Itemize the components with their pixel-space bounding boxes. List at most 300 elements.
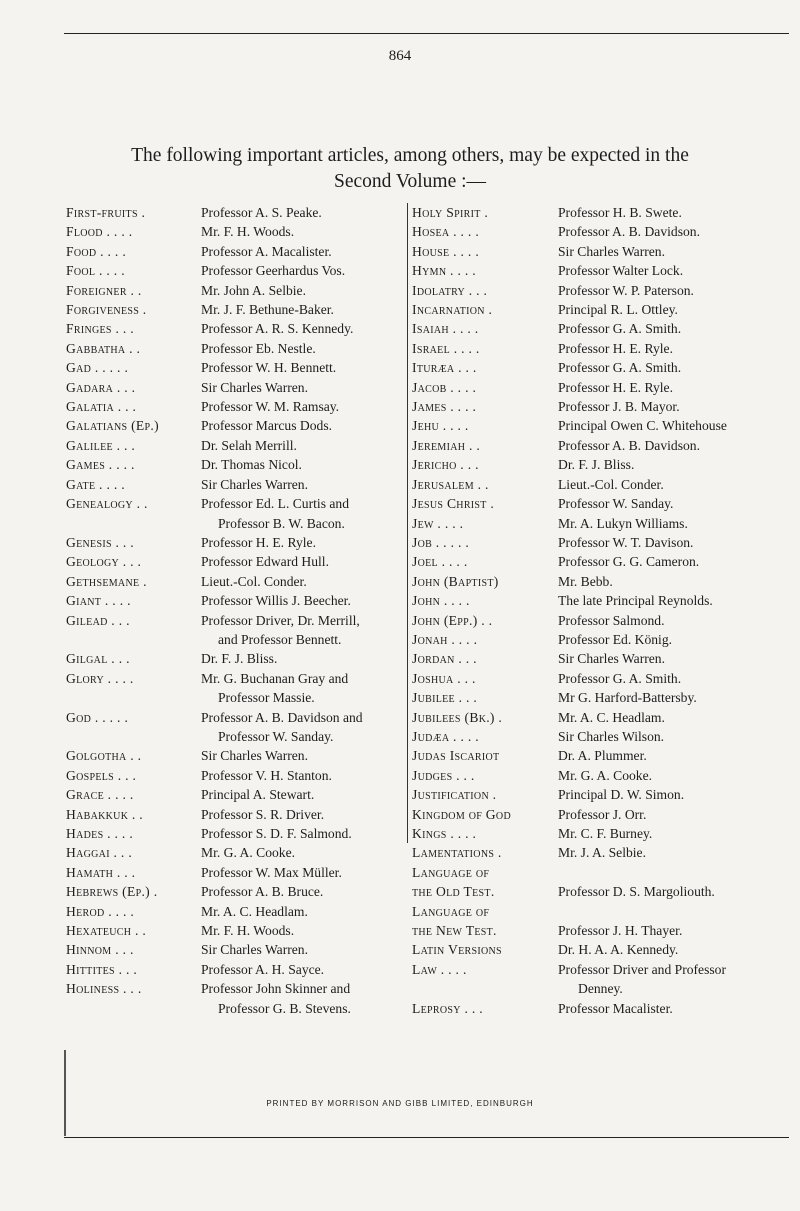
article-author	[201, 475, 406, 494]
article-entry	[66, 843, 406, 862]
author-line-1: Professor G. A. Smith.	[558, 670, 682, 686]
article-entry	[66, 222, 406, 241]
article-subject: Gospels . . .	[66, 767, 137, 783]
article-subject: Idolatry . . .	[412, 282, 488, 298]
article-subject: Flood . . . .	[66, 224, 133, 240]
author-line-1: Mr. A. C. Headlam.	[558, 709, 665, 725]
article-subject: Jeremiah . .	[412, 437, 481, 453]
article-author	[558, 494, 792, 513]
author-line-1: Sir Charles Wilson.	[558, 728, 665, 744]
article-author	[558, 649, 792, 668]
article-author	[558, 999, 792, 1018]
article-author	[558, 416, 792, 435]
author-line-1: Sir Charles Warren.	[558, 651, 665, 667]
article-entry	[412, 436, 792, 455]
article-author	[201, 533, 406, 552]
article-subject: Jubilees (Bk.) .	[412, 709, 503, 725]
article-subject: the Old Test.	[412, 884, 495, 900]
article-entry	[412, 669, 792, 688]
article-subject: Hebrews (Ep.) .	[66, 884, 158, 900]
article-entry	[66, 824, 406, 843]
author-line-1: Sir Charles Warren.	[201, 476, 308, 492]
article-author	[201, 824, 406, 843]
article-author	[201, 960, 406, 979]
printer-imprint: PRINTED BY MORRISON AND GIBB LIMITED, EDINBURGH	[266, 1099, 534, 1108]
article-entry	[412, 494, 792, 513]
author-line-1: Professor G. A. Smith.	[558, 360, 682, 376]
article-subject: Fool . . . .	[66, 263, 125, 279]
article-entry	[66, 319, 406, 338]
article-entry	[412, 785, 792, 804]
author-line-1: Professor Ed. L. Curtis and	[201, 496, 350, 512]
article-entry	[412, 358, 792, 377]
article-entry	[66, 475, 406, 494]
article-entry	[66, 358, 406, 377]
article-entry	[66, 882, 406, 901]
author-line-1: Principal Owen C. Whitehouse	[558, 418, 727, 434]
article-entry	[66, 242, 406, 261]
article-entry	[66, 960, 406, 979]
article-subject: Language of	[412, 864, 490, 880]
author-line-1: Professor S. D. F. Salmond.	[201, 826, 352, 841]
article-subject: Galatia . . .	[66, 399, 137, 415]
article-author	[558, 552, 792, 571]
article-subject: Gate . . . .	[66, 476, 125, 492]
article-entry	[66, 436, 406, 455]
author-line-1: Professor H. E. Ryle.	[558, 340, 673, 356]
article-entry	[412, 397, 792, 416]
article-subject: Gilead . . .	[66, 612, 130, 628]
article-entry	[412, 727, 792, 746]
author-line-2: Professor G. B. Stevens.	[218, 1000, 351, 1016]
article-subject: Gabbatha . .	[66, 340, 141, 356]
article-author	[558, 591, 792, 610]
article-subject: Gadara . . .	[66, 379, 136, 395]
article-subject: Genesis . . .	[66, 534, 134, 550]
article-subject: Geology . . .	[66, 554, 142, 570]
article-subject: James . . . .	[412, 399, 477, 415]
article-author	[558, 882, 792, 901]
article-subject: Gad . . . . .	[66, 360, 129, 376]
author-line-1: The late Principal Reynolds.	[558, 593, 713, 609]
author-line-2: Professor Massie.	[218, 690, 315, 706]
article-author	[558, 261, 792, 280]
author-line-1: Mr. J. F. Bethune-Baker.	[201, 302, 334, 318]
article-entry	[66, 591, 406, 610]
author-line-1: Professor Driver, Dr. Merrill,	[201, 612, 360, 628]
article-author	[201, 416, 406, 435]
article-author	[201, 397, 406, 416]
article-author	[558, 455, 792, 474]
article-author	[558, 339, 792, 358]
article-subject: Judges . . .	[412, 767, 475, 783]
article-subject: Holiness . . .	[66, 981, 142, 997]
article-entry	[66, 921, 406, 940]
article-entry	[66, 378, 406, 397]
article-entry	[66, 300, 406, 319]
article-author	[201, 669, 406, 708]
author-line-1: Mr. F. H. Woods.	[201, 923, 295, 939]
author-line-1: Professor G. G. Cameron.	[558, 554, 700, 570]
intro-line-2: Second Volume :—	[333, 171, 487, 192]
author-line-1: Professor John Skinner and	[201, 981, 351, 997]
article-author	[558, 843, 792, 862]
article-author	[558, 669, 792, 688]
article-entry	[66, 397, 406, 416]
author-line-1: Mr. G. A. Cooke.	[201, 845, 296, 861]
author-line-1: Professor W. Max Müller.	[201, 864, 342, 880]
author-line-1: Professor Driver and Professor	[558, 961, 726, 977]
article-subject: Jehu . . . .	[412, 418, 469, 434]
author-line-1: Professor Geerhardus Vos.	[201, 263, 346, 279]
author-line-1: Professor Macalister.	[558, 1000, 673, 1016]
article-entry	[412, 999, 792, 1018]
author-line-1: Professor S. R. Driver.	[201, 806, 325, 822]
article-entry	[66, 766, 406, 785]
article-subject: Judas Iscariot	[412, 748, 500, 764]
author-line-1: Sir Charles Warren.	[201, 748, 308, 764]
article-author	[201, 378, 406, 397]
article-author	[558, 358, 792, 377]
article-subject: Gilgal . . .	[66, 651, 130, 667]
author-line-1: Lieut.-Col. Conder.	[201, 573, 307, 589]
article-author	[558, 727, 792, 746]
article-entry	[412, 300, 792, 319]
article-author	[201, 572, 406, 591]
author-line-1: Dr. F. J. Bliss.	[558, 457, 635, 473]
article-subject: Glory . . . .	[66, 670, 134, 686]
article-author	[558, 940, 792, 959]
article-subject: Latin Versions	[412, 942, 502, 958]
article-entry	[66, 902, 406, 921]
article-entry	[412, 455, 792, 474]
article-subject: Holy Spirit .	[412, 205, 489, 220]
article-author	[201, 746, 406, 765]
author-line-1: Professor Edward Hull.	[201, 554, 329, 570]
article-entry	[66, 649, 406, 668]
article-entry	[412, 940, 792, 959]
article-subject: Justification .	[412, 787, 497, 803]
article-subject: Jordan . . .	[412, 651, 477, 667]
article-entry	[412, 824, 792, 843]
article-author	[201, 863, 406, 882]
article-author	[201, 708, 406, 747]
article-subject: Hexateuch . .	[66, 923, 147, 939]
author-line-1: Professor J. H. Thayer.	[558, 923, 683, 939]
article-entry	[412, 261, 792, 280]
article-subject: Hittites . . .	[66, 961, 138, 977]
article-entry	[412, 203, 792, 222]
article-subject: Jericho . . .	[412, 457, 479, 473]
article-author	[201, 552, 406, 571]
author-line-2: Denney.	[578, 981, 623, 997]
article-entry	[66, 669, 406, 708]
article-author	[558, 436, 792, 455]
article-entry	[66, 203, 406, 222]
article-author	[201, 979, 406, 1018]
article-entry	[412, 281, 792, 300]
article-subject: Leprosy . . .	[412, 1000, 483, 1016]
article-entry	[66, 979, 406, 1018]
article-subject: God . . . . .	[66, 709, 129, 725]
author-line-1: Professor H. E. Ryle.	[558, 379, 673, 395]
article-subject: Judæa . . . .	[412, 728, 479, 744]
article-subject: Golgotha . .	[66, 748, 142, 764]
article-author	[558, 630, 792, 649]
article-subject: Fringes . . .	[66, 321, 134, 337]
author-line-1: Professor W. H. Bennett.	[201, 360, 337, 376]
author-line-1: Mr. C. F. Burney.	[558, 826, 653, 841]
author-line-1: Sir Charles Warren.	[201, 942, 308, 958]
article-entry	[412, 921, 792, 940]
article-entry	[66, 863, 406, 882]
article-entry	[66, 339, 406, 358]
article-author	[201, 436, 406, 455]
author-line-1: Mr. A. Lukyn Williams.	[558, 515, 688, 531]
article-entry	[412, 475, 792, 494]
article-author	[201, 785, 406, 804]
article-author	[201, 203, 406, 222]
article-entry	[66, 805, 406, 824]
author-line-2: and Professor Bennett.	[218, 631, 342, 647]
article-subject: Jubilee . . .	[412, 690, 478, 706]
author-line-1: Dr. H. A. A. Kennedy.	[558, 942, 679, 958]
article-entry	[66, 785, 406, 804]
author-line-1: Professor Walter Lock.	[558, 263, 684, 279]
author-line-1: Professor Willis J. Beecher.	[201, 593, 351, 609]
author-line-1: Professor W. T. Davison.	[558, 534, 694, 550]
article-entry	[412, 902, 792, 921]
article-entry	[412, 746, 792, 765]
author-line-1: Mr G. Harford-Battersby.	[558, 690, 697, 706]
author-line-1: Professor J. Orr.	[558, 806, 647, 822]
article-subject: John . . . .	[412, 593, 470, 609]
article-author	[558, 533, 792, 552]
article-author	[558, 960, 792, 999]
author-line-1: Professor D. S. Margoliouth.	[558, 884, 715, 900]
article-entry	[66, 572, 406, 591]
article-entry	[412, 222, 792, 241]
article-author	[201, 902, 406, 921]
article-subject: Grace . . . .	[66, 787, 134, 803]
article-subject: Galilee . . .	[66, 437, 136, 453]
article-entry	[412, 242, 792, 261]
author-line-1: Professor V. H. Stanton.	[201, 767, 332, 783]
author-line-1: Professor Marcus Dods.	[201, 418, 333, 434]
article-author	[558, 242, 792, 261]
article-subject: Galatians (Ep.)	[66, 418, 159, 434]
article-entry	[412, 533, 792, 552]
article-entry	[412, 960, 792, 999]
article-entry	[412, 708, 792, 727]
article-entry	[412, 882, 792, 901]
article-subject: Job . . . . .	[412, 534, 470, 550]
article-subject: Forgiveness .	[66, 302, 147, 318]
author-line-1: Professor A. R. S. Kennedy.	[201, 321, 354, 337]
article-author	[558, 572, 792, 591]
author-line-1: Mr. G. A. Cooke.	[558, 767, 653, 783]
article-entry	[66, 416, 406, 435]
article-subject: Hinnom . . .	[66, 942, 134, 958]
article-author	[201, 222, 406, 241]
author-line-1: Dr. Thomas Nicol.	[201, 457, 302, 473]
article-entry	[412, 591, 792, 610]
article-subject: Jew . . . .	[412, 515, 464, 531]
article-subject: Jesus Christ .	[412, 496, 495, 512]
article-subject: Incarnation .	[412, 302, 493, 318]
author-line-1: Dr. Selah Merrill.	[201, 437, 297, 453]
article-author	[558, 514, 792, 533]
author-line-1: Professor A. B. Davidson.	[558, 224, 700, 240]
author-line-2: Professor W. Sanday.	[218, 728, 334, 744]
article-author	[558, 708, 792, 727]
article-subject: Kings . . . .	[412, 826, 477, 841]
author-line-1: Professor A. B. Davidson.	[558, 437, 700, 453]
article-author	[558, 281, 792, 300]
author-line-1: Professor W. M. Ramsay.	[201, 399, 340, 415]
article-entry	[66, 611, 406, 650]
article-subject: Herod . . . .	[66, 903, 135, 919]
author-line-1: Professor J. B. Mayor.	[558, 399, 680, 415]
article-subject: Hymn . . . .	[412, 263, 476, 279]
frame-left-rule	[64, 1050, 66, 1136]
article-author	[558, 319, 792, 338]
article-author	[558, 902, 792, 921]
article-subject: House . . . .	[412, 243, 480, 259]
article-subject: First-fruits .	[66, 205, 146, 220]
article-author	[558, 805, 792, 824]
left-column	[66, 203, 406, 1018]
article-subject: Habakkuk . .	[66, 806, 144, 822]
author-line-1: Mr. G. Buchanan Gray and	[201, 670, 349, 686]
article-subject: Gethsemane .	[66, 573, 147, 589]
author-line-1: Mr. A. C. Headlam.	[201, 903, 308, 919]
article-entry	[412, 416, 792, 435]
article-entry	[412, 319, 792, 338]
article-entry	[66, 281, 406, 300]
article-author	[201, 494, 406, 533]
article-subject: Ituræa . . .	[412, 360, 477, 376]
article-entry	[412, 843, 792, 862]
article-author	[201, 843, 406, 862]
author-line-1: Professor Ed. König.	[558, 631, 673, 647]
author-line-1: Mr. J. A. Selbie.	[558, 845, 646, 861]
article-author	[558, 785, 792, 804]
article-entry	[66, 261, 406, 280]
article-author	[558, 222, 792, 241]
article-entry	[412, 630, 792, 649]
article-subject: Hosea . . . .	[412, 224, 480, 240]
article-author	[558, 203, 792, 222]
author-line-1: Professor A. S. Peake.	[201, 205, 322, 220]
article-subject: Food . . . .	[66, 243, 127, 259]
article-subject: the New Test.	[412, 923, 497, 939]
article-author	[201, 591, 406, 610]
article-entry	[66, 708, 406, 747]
article-entry	[412, 766, 792, 785]
article-author	[201, 281, 406, 300]
article-subject: Jonah . . . .	[412, 631, 478, 647]
author-line-1: Principal D. W. Simon.	[558, 787, 685, 803]
article-author	[558, 397, 792, 416]
article-subject: Law . . . .	[412, 961, 467, 977]
author-line-1: Sir Charles Warren.	[558, 243, 665, 259]
article-subject: Foreigner . .	[66, 282, 142, 298]
article-subject: John (Baptist)	[412, 573, 499, 589]
author-line-1: Lieut.-Col. Conder.	[558, 476, 664, 492]
article-entry	[66, 455, 406, 474]
article-subject: Genealogy . .	[66, 496, 148, 512]
article-author	[201, 882, 406, 901]
author-line-1: Professor A. B. Bruce.	[201, 884, 324, 900]
article-entry	[66, 533, 406, 552]
author-line-1: Professor H. B. Swete.	[558, 205, 682, 220]
article-author	[558, 824, 792, 843]
author-line-1: Mr. John A. Selbie.	[201, 282, 306, 298]
author-line-1: Dr. A. Plummer.	[558, 748, 647, 764]
author-line-1: Mr. Bebb.	[558, 573, 613, 589]
article-author	[558, 863, 792, 882]
author-line-1: Principal A. Stewart.	[201, 787, 315, 803]
article-entry	[412, 552, 792, 571]
article-entry	[412, 572, 792, 591]
author-line-1: Professor Eb. Nestle.	[201, 340, 316, 356]
article-author	[201, 242, 406, 261]
author-line-1: Professor H. E. Ryle.	[201, 534, 316, 550]
article-author	[558, 688, 792, 707]
author-line-1: Professor W. P. Paterson.	[558, 282, 694, 298]
article-author	[201, 319, 406, 338]
author-line-1: Dr. F. J. Bliss.	[201, 651, 278, 667]
article-author	[201, 261, 406, 280]
intro-heading	[60, 143, 760, 195]
article-subject: Hamath . . .	[66, 864, 136, 880]
author-line-2: Professor B. W. Bacon.	[218, 515, 345, 531]
article-entry	[66, 940, 406, 959]
article-author	[201, 611, 406, 650]
article-entry	[412, 514, 792, 533]
article-subject: John (Epp.) . .	[412, 612, 493, 628]
article-entry	[412, 339, 792, 358]
article-subject: Israel . . . .	[412, 340, 480, 356]
page-number: 864	[388, 48, 412, 64]
article-subject: Jacob . . . .	[412, 379, 477, 395]
article-author	[201, 766, 406, 785]
article-author	[558, 378, 792, 397]
article-entry	[66, 552, 406, 571]
article-entry	[412, 378, 792, 397]
author-line-1: Professor A. B. Davidson and	[201, 709, 363, 725]
article-author	[201, 805, 406, 824]
article-subject: Giant . . . .	[66, 593, 131, 609]
article-entry	[412, 649, 792, 668]
article-author	[201, 940, 406, 959]
article-subject: Language of	[412, 903, 490, 919]
article-entry	[412, 863, 792, 882]
article-subject: Games . . . .	[66, 457, 135, 473]
author-line-1: Professor G. A. Smith.	[558, 321, 682, 337]
article-subject: Isaiah . . . .	[412, 321, 479, 337]
article-subject: Jerusalem . .	[412, 476, 489, 492]
article-author	[558, 611, 792, 630]
author-line-1: Principal R. L. Ottley.	[558, 302, 678, 318]
article-subject: Joel . . . .	[412, 554, 468, 570]
article-subject: Haggai . . .	[66, 845, 133, 861]
article-author	[201, 300, 406, 319]
article-entry	[412, 805, 792, 824]
article-subject: Joshua . . .	[412, 670, 476, 686]
right-column	[412, 203, 792, 1018]
